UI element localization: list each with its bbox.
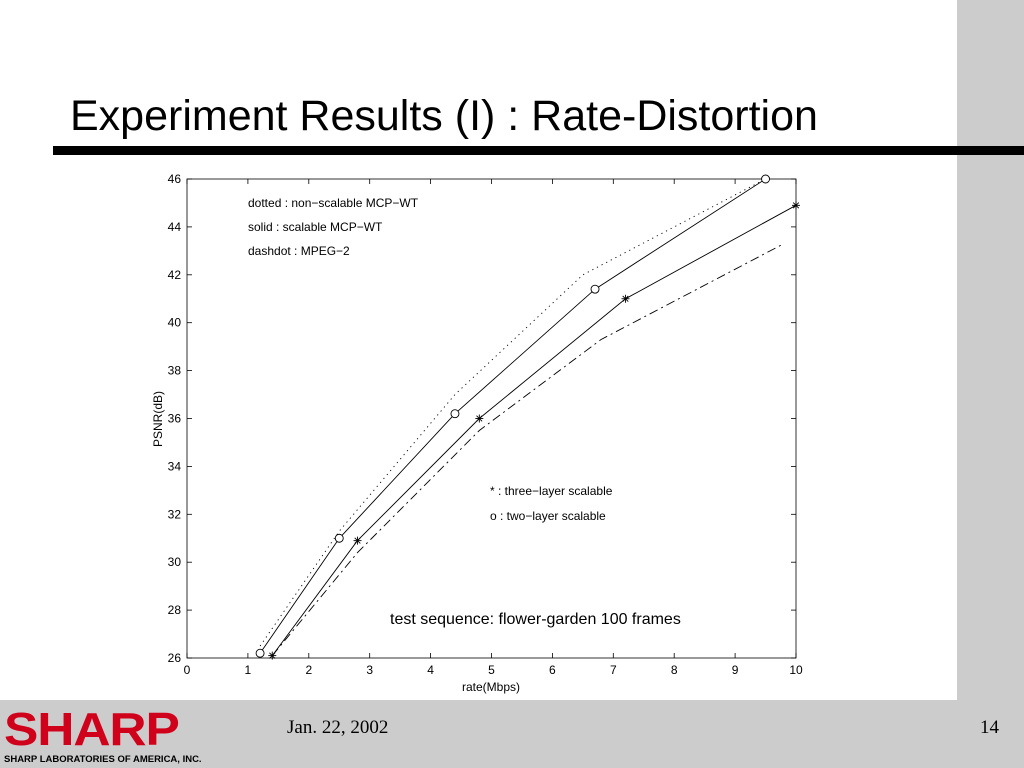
- y-tick-label: 38: [167, 363, 181, 378]
- x-tick-label: 6: [549, 663, 556, 677]
- right-side-band: [957, 0, 1024, 700]
- x-tick-label: 8: [670, 663, 678, 677]
- x-tick-label: 4: [427, 663, 434, 677]
- y-tick-label: 26: [167, 651, 181, 665]
- x-axis-label: rate(Mbps): [461, 680, 521, 694]
- x-tick-label: 5: [488, 663, 495, 677]
- x-tick-label: 10: [789, 663, 803, 677]
- point-marker-star: [792, 201, 800, 209]
- point-marker-circle: [762, 175, 770, 183]
- point-marker-circle: [451, 410, 459, 418]
- point-marker-star: [621, 295, 629, 303]
- y-tick-label: 34: [167, 459, 181, 474]
- company-name: SHARP LABORATORIES OF AMERICA, INC.: [4, 754, 202, 765]
- chart-svg: [140, 165, 820, 700]
- y-tick-label: 44: [167, 219, 181, 234]
- point-marker-circle: [591, 285, 599, 293]
- point-marker-circle: [256, 649, 264, 657]
- slide-title: Experiment Results (I) : Rate-Distortion: [70, 92, 818, 140]
- title-underline: [53, 146, 1024, 155]
- x-tick-label: 9: [731, 663, 739, 677]
- series-line-solid-2: [272, 205, 796, 655]
- y-tick-label: 46: [167, 172, 181, 186]
- point-marker-star: [268, 652, 276, 660]
- point-marker-circle: [335, 534, 343, 542]
- legend-line-solid: solid : scalable MCP−WT: [248, 220, 383, 234]
- legend-line-dashdot: dashdot : MPEG−2: [248, 244, 350, 258]
- y-tick-label: 32: [167, 507, 181, 522]
- x-tick-label: 0: [183, 663, 191, 677]
- point-marker-star: [475, 415, 483, 423]
- y-tick-label: 28: [167, 603, 181, 618]
- page-number: 14: [980, 717, 999, 738]
- chart-annotation: test sequence: flower-garden 100 frames: [390, 611, 681, 628]
- footer-date: Jan. 22, 2002: [287, 717, 389, 738]
- x-tick-label: 7: [609, 663, 617, 677]
- x-tick-label: 1: [244, 663, 252, 677]
- marker-legend-star: * : three−layer scalable: [490, 484, 613, 498]
- legend-line-dotted: dotted : non−scalable MCP−WT: [248, 196, 419, 210]
- y-tick-label: 30: [167, 555, 181, 570]
- y-tick-label: 40: [167, 315, 181, 330]
- point-marker-star: [354, 537, 362, 545]
- series-line-dashdot-3: [272, 244, 784, 656]
- marker-legend-circle: o : two−layer scalable: [490, 509, 606, 523]
- rate-distortion-chart: [140, 165, 820, 700]
- x-tick-label: 2: [305, 663, 313, 677]
- x-tick-label: 3: [366, 663, 374, 677]
- y-axis-label: PSNR(dB): [151, 390, 165, 448]
- y-tick-label: 36: [167, 411, 181, 426]
- sharp-logo: SHARP: [4, 703, 179, 755]
- y-tick-label: 42: [167, 267, 181, 282]
